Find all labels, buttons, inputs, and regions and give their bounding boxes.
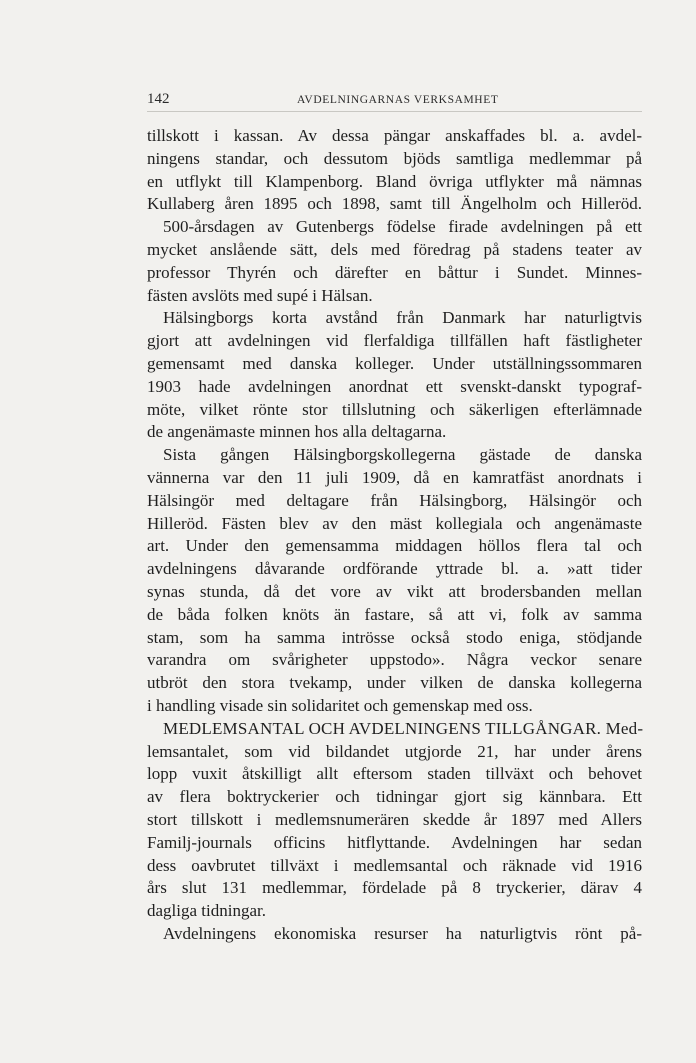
text-line: i handling visade sin solidaritet och gemenskap med oss. [147,695,533,715]
text-line: dess oavbrutet tillväxt i medlemsantal och räknade vid 1916 [147,855,642,875]
text-line: dagliga tidningar. [147,901,266,921]
text-line: lemsantalet, som vid bildandet utgjorde 21, har under årens [147,741,642,761]
text-line: utbröt den stora tvekamp, under vilken de danska kollegerna [147,673,642,693]
text-line: avdelningens dåvarande ordförande yttrade bl. a. »att tider [147,559,642,579]
text-line: lopp vuxit åtskilligt allt eftersom staden tillväxt och behovet [147,764,642,784]
text-line: Familj-journals officins hitflyttande. Avdelningen har sedan [147,832,642,852]
text-line: års slut 131 medlemmar, fördelade på 8 tryckerier, därav 4 [147,878,642,898]
running-head: AVDELNINGARNAS VERKSAMHET [297,94,499,106]
text-line: de båda folken knöts än fastare, så att vi, folk av samma [147,604,642,624]
page-number: 142 [147,91,170,107]
text-line: vännerna var den 11 juli 1909, då en kamratfäst anordnats i [147,467,642,487]
page-header [147,93,642,112]
text-line: gemensamt med danska kolleger. Under utställningssommaren [147,353,642,373]
text-line: 1903 hade avdelningen anordnat ett svenskt-danskt typograf- [147,376,642,396]
text-line: Hälsingborgs korta avstånd från Danmark har naturligtvis [163,308,642,328]
text-line: Avdelningens ekonomiska resurser ha naturligtvis rönt på- [163,923,642,943]
text-line: stam, som ha samma intrösse också stodo eniga, stödjande [147,627,642,647]
text-line: tillskott i kassan. Av dessa pängar anskaffades bl. a. avdel- [147,126,642,145]
text-line: mycket anslående sätt, dels med föredrag på stadens teater av [147,239,642,259]
text-line: varandra om svårigheter uppstodo». Några veckor senare [147,650,642,670]
text-line: fästen avslöts med supé i Hälsan. [147,285,373,305]
text-line: en utflykt till Klampenborg. Bland övriga utflykter må nämnas [147,171,642,191]
text-line: 500-årsdagen av Gutenbergs födelse firade avdelningen på ett [163,217,642,237]
text-line: Kullaberg åren 1895 och 1898, samt till Ängelholm och Hilleröd. [147,194,642,214]
text-line: de angenämaste minnen hos alla deltagarna. [147,422,447,442]
text-line: gjort att avdelningen vid flerfaldiga tillfällen haft fästligheter [147,331,642,351]
text-line: möte, vilket rönte stor tillslutning och säkerligen efterlämnade [147,399,642,419]
text-line: Hälsingör med deltagare från Hälsingborg, Hälsingör och [147,490,642,510]
body-text [147,125,642,946]
text-line: Sista gången Hälsingborgskollegerna gästade de danska [163,445,642,465]
section-heading-line: MEDLEMSANTAL OCH AVDELNINGENS TILLGÅNGAR. Med- [163,718,644,738]
text-line: ningens standar, och dessutom bjöds samtliga medlemmar på [147,148,642,168]
text-line: synas stunda, då det vore av vikt att brodersbanden mellan [147,581,642,601]
text-line: av flera boktryckerier och tidningar gjort sig kännbara. Ett [147,787,642,807]
text-line: Hilleröd. Fästen blev av den mäst kollegiala och angenämaste [147,513,642,533]
text-line: art. Under den gemensamma middagen höllos flera tal och [147,536,642,556]
text-line: stort tillskott i medlemsnumerären skedde år 1897 med Allers [147,809,642,829]
text-line: professor Thyrén och därefter en båttur i Sundet. Minnes- [147,262,642,282]
